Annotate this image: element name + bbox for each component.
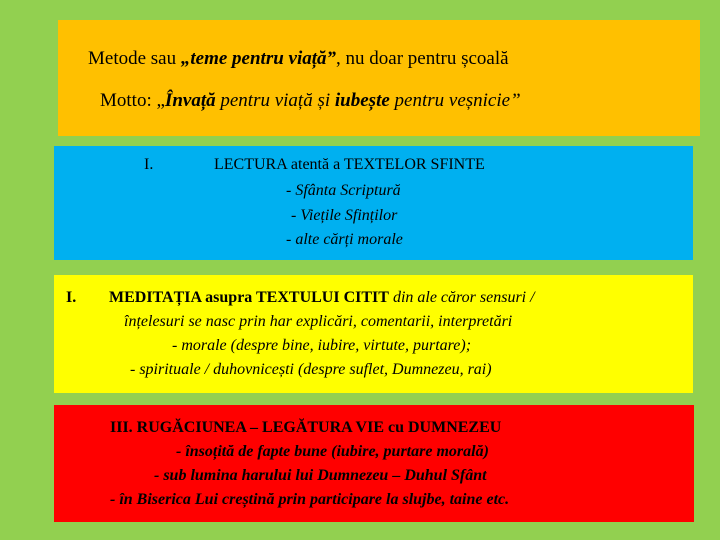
- body-line: - spirituale / duhovnicești (despre suflet, Dumnezeu, rai): [130, 361, 492, 378]
- section-reading-box: [54, 146, 693, 260]
- section-heading: MEDITAȚIA asupra TEXTULUI CITIT din ale căror sensuri /: [109, 289, 535, 306]
- list-item: - alte cărți morale: [286, 231, 403, 248]
- list-item: - însoțită de fapte bune (iubire, purtare morală): [176, 443, 489, 460]
- list-item: - în Biserica Lui creștină prin participare la slujbe, taine etc.: [110, 491, 510, 508]
- motto: Motto: „Învață pentru viață și iubește pentru veșnicie”: [100, 90, 521, 111]
- list-item: - Viețile Sfinților: [291, 207, 398, 224]
- section-meditation-box: [54, 275, 693, 393]
- section-heading: III. RUGĂCIUNEA – LEGĂTURA VIE cu DUMNEZEU: [110, 419, 502, 436]
- section-heading: LECTURA atentă a TEXTELOR SFINTE: [214, 156, 485, 173]
- list-item: - sub lumina harului lui Dumnezeu – Duhul Sfânt: [154, 467, 487, 484]
- title-box: [58, 20, 700, 136]
- section-number: I.: [66, 289, 77, 306]
- body-line: înțelesuri se nasc prin har explicări, comentarii, interpretări: [124, 313, 513, 330]
- section-number: I.: [144, 156, 154, 173]
- section-prayer-box: [54, 405, 694, 522]
- body-line: - morale (despre bine, iubire, virtute, purtare);: [172, 337, 472, 354]
- page-title: Metode sau „teme pentru viață”, nu doar pentru școală: [88, 48, 509, 69]
- list-item: - Sfânta Scriptură: [286, 182, 401, 199]
